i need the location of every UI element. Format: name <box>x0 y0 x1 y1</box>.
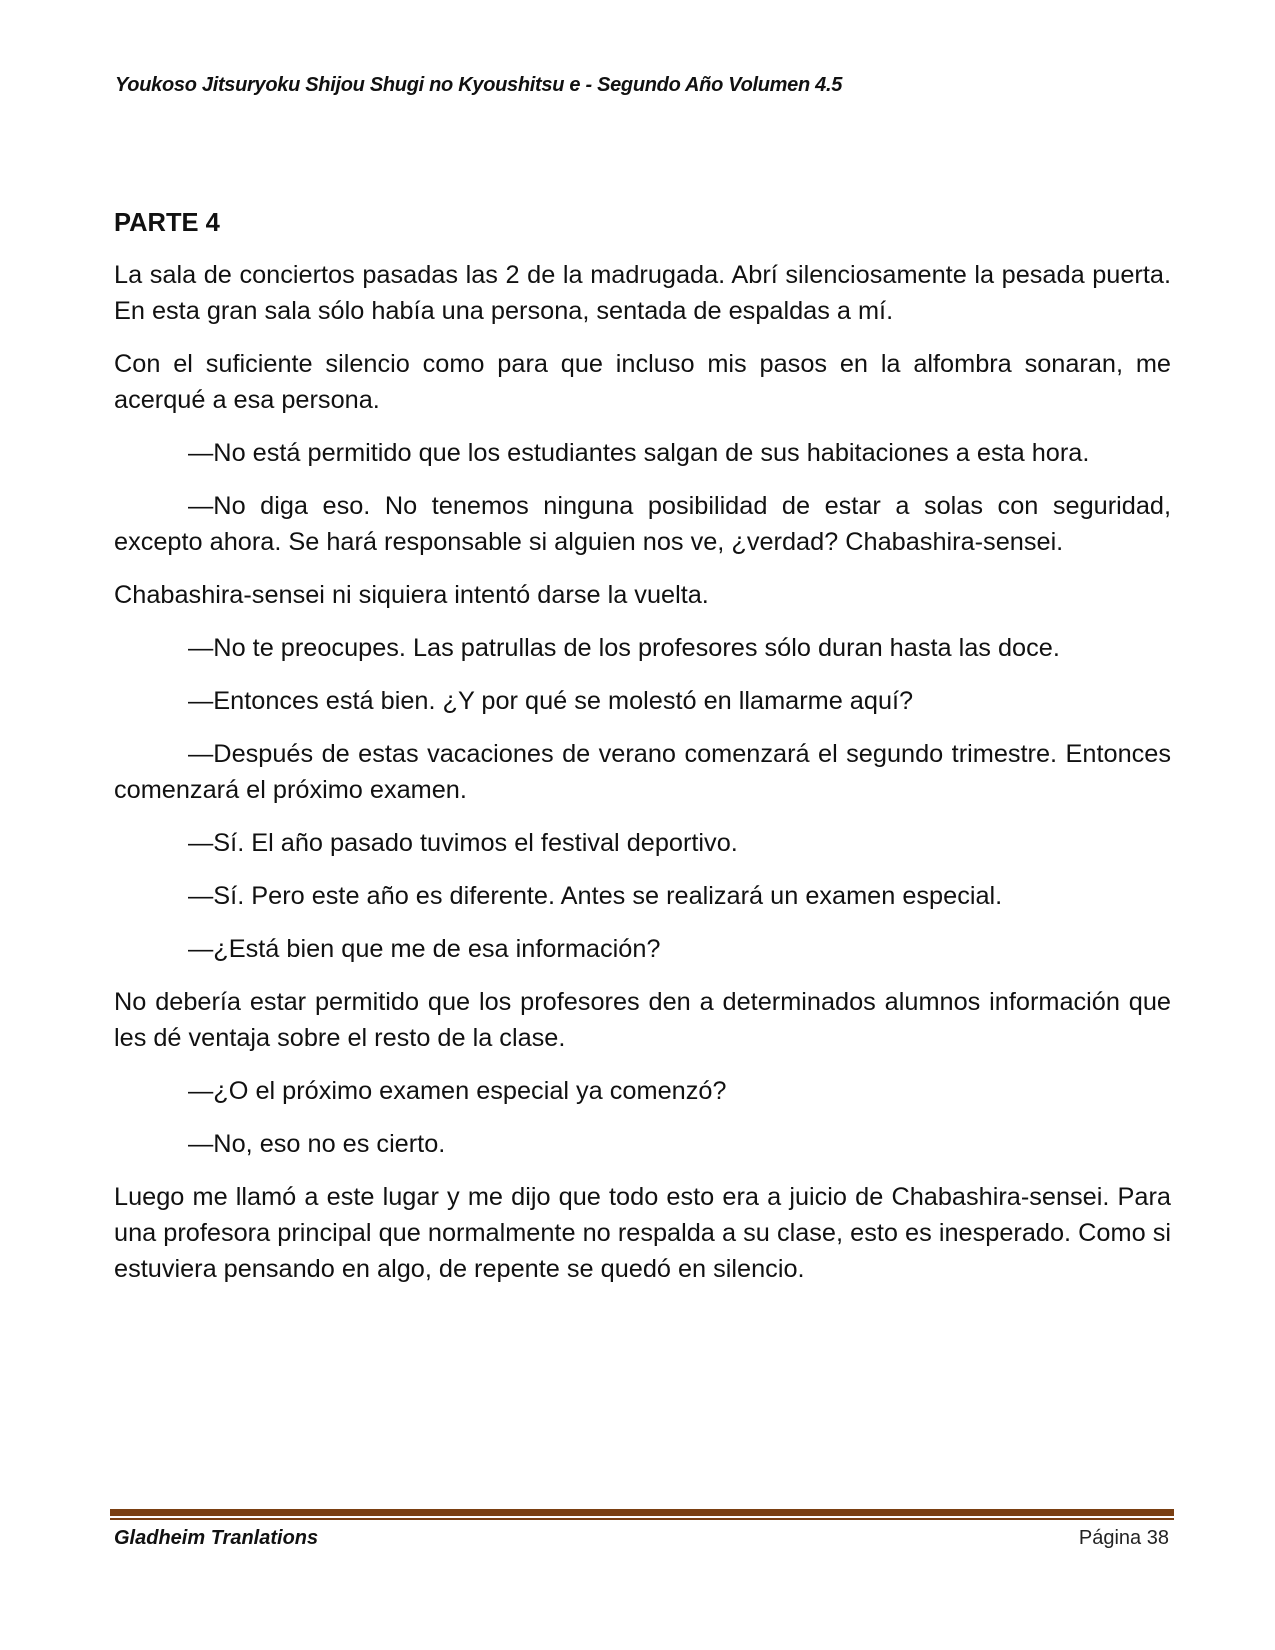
page-body <box>114 205 1171 1304</box>
paragraph: —No te preocupes. Las patrullas de los profesores sólo duran hasta las doce. <box>188 634 1060 662</box>
paragraph: —No está permitido que los estudiantes salgan de sus habitaciones a esta hora. <box>188 439 1090 467</box>
paragraph: Luego me llamó a este lugar y me dijo que todo esto era a juicio de Chabashira-sensei. Para una profesora principal que normalmente no respalda a su clase, esto es inesperado. Como si estuviera pensando en algo, de repente se quedó en silencio. <box>114 1183 1171 1283</box>
paragraph: —Entonces está bien. ¿Y por qué se molestó en llamarme aquí? <box>188 687 914 715</box>
paragraph: No debería estar permitido que los profesores den a determinados alumnos información que les dé ventaja sobre el resto de la clase. <box>114 988 1171 1052</box>
paragraph-list <box>114 257 1171 1287</box>
paragraph: —Sí. Pero este año es diferente. Antes se realizará un examen especial. <box>188 882 1003 910</box>
running-header: Youkoso Jitsuryoku Shijou Shugi no Kyoushitsu e - Segundo Año Volumen 4.5 <box>115 74 843 96</box>
footer-credit: Gladheim Tranlations <box>114 1527 319 1549</box>
page-label: Página <box>1078 1527 1142 1549</box>
paragraph: Con el suficiente silencio como para que incluso mis pasos en la alfombra sonaran, me acerqué a esa persona. <box>114 350 1171 414</box>
footer-divider <box>110 1509 1174 1516</box>
footer-divider-thin <box>110 1518 1174 1520</box>
paragraph: Chabashira-sensei ni siquiera intentó darse la vuelta. <box>114 581 709 609</box>
paragraph: —Después de estas vacaciones de verano comenzará el segundo trimestre. Entonces comenzará el próximo examen. <box>114 740 1171 804</box>
paragraph: —¿Está bien que me de esa información? <box>188 935 661 963</box>
section-heading: PARTE 4 <box>114 209 220 237</box>
paragraph: —No, eso no es cierto. <box>188 1130 446 1158</box>
page-number-value: 38 <box>1146 1527 1169 1549</box>
paragraph: —No diga eso. No tenemos ninguna posibilidad de estar a solas con seguridad, excepto ahora. Se hará responsable si alguien nos ve, ¿verdad? Chabashira-sensei. <box>114 492 1171 556</box>
paragraph: —¿O el próximo examen especial ya comenzó? <box>188 1077 727 1105</box>
paragraph: La sala de conciertos pasadas las 2 de la madrugada. Abrí silenciosamente la pesada puerta. En esta gran sala sólo había una persona, sentada de espaldas a mí. <box>114 261 1171 325</box>
paragraph: —Sí. El año pasado tuvimos el festival deportivo. <box>188 829 738 857</box>
page-number <box>1079 1527 1169 1550</box>
